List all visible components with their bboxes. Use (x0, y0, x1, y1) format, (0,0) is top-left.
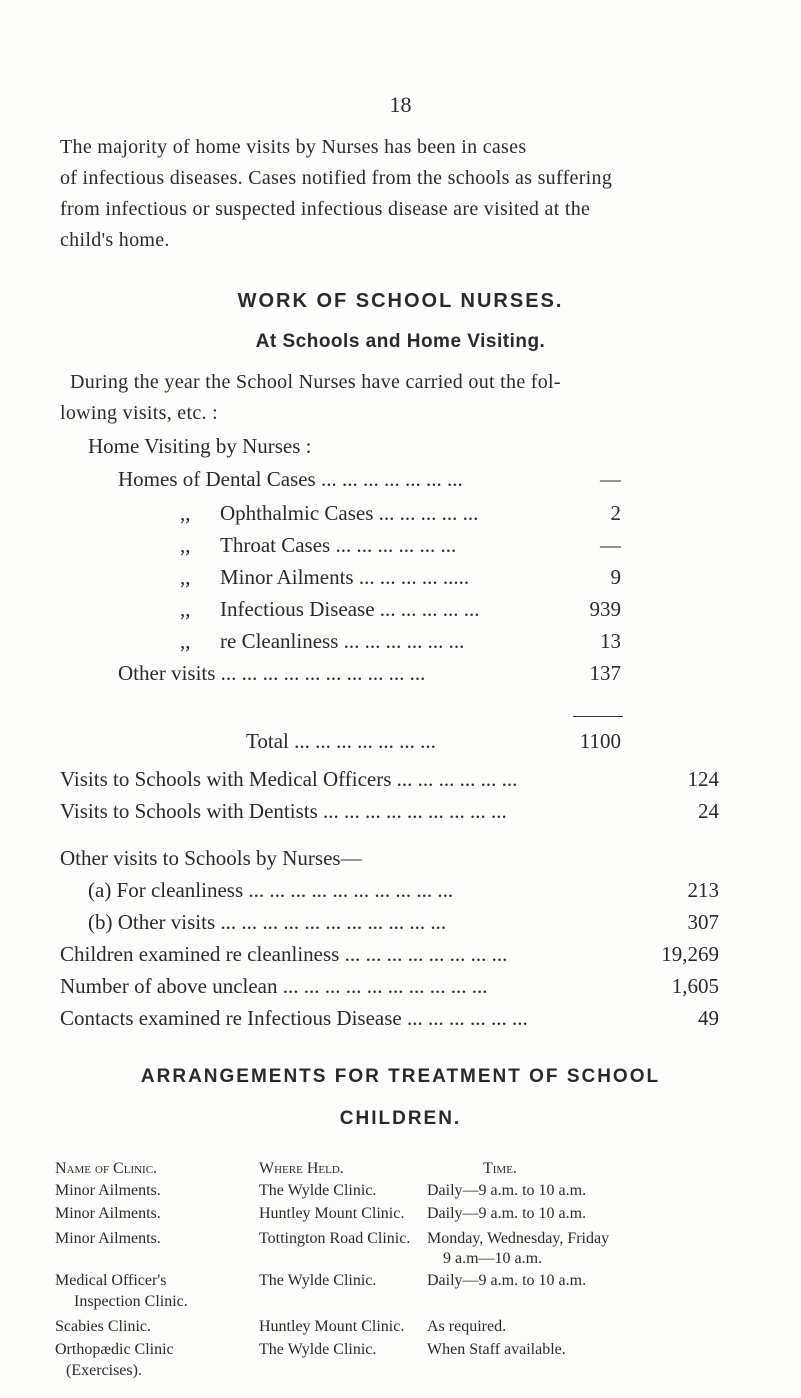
clinic-time: Daily—9 a.m. to 10 a.m. (427, 1205, 587, 1222)
stat-value: 49 (698, 1006, 719, 1030)
clinic-time: Daily—9 a.m. to 10 a.m. (427, 1182, 587, 1199)
clinic-name: Medical Officer's (55, 1272, 167, 1289)
ditto-mark: ,, (180, 629, 191, 653)
arrangements-heading: ARRANGEMENTS FOR TREATMENT OF SCHOOL (140, 1066, 661, 1087)
clinic-time: When Staff available. (427, 1341, 566, 1358)
home-item-value: — (600, 533, 621, 557)
home-item-label: re Cleanliness ... ... ... ... ... ... (220, 629, 465, 653)
clinic-where: Huntley Mount Clinic. (259, 1205, 405, 1222)
clinic-where: The Wylde Clinic. (259, 1272, 377, 1289)
intro-line: child's home. (60, 229, 170, 251)
home-visiting-label: Home Visiting by Nurses : (88, 434, 312, 458)
home-item-label: Homes of Dental Cases ... ... ... ... ... ... ... (118, 467, 463, 491)
other-visit-value: 213 (687, 878, 719, 902)
home-item-value: — (600, 467, 621, 491)
clinic-name: Minor Ailments. (55, 1230, 161, 1247)
clinic-where: The Wylde Clinic. (259, 1341, 377, 1358)
other-visit-value: 307 (687, 910, 719, 934)
ditto-mark: ,, (180, 533, 191, 557)
home-item-label: Minor Ailments ... ... ... ... ..... (220, 565, 470, 589)
intro-line: of infectious diseases. Cases notified from the schools as suffering (60, 167, 613, 189)
clinic-name: Orthopædic Clinic (55, 1341, 174, 1358)
other-visits-label: Other visits to Schools by Nurses— (60, 846, 362, 870)
section-heading: WORK OF SCHOOL NURSES. (237, 290, 564, 312)
page-number: 18 (389, 92, 412, 117)
total-label: Total ... ... ... ... ... ... ... (246, 729, 436, 753)
clinic-time: Daily—9 a.m. to 10 a.m. (427, 1272, 587, 1289)
home-item-label: Ophthalmic Cases ... ... ... ... ... (220, 501, 479, 525)
other-visit-label: (b) Other visits ... ... ... ... ... ... ... ... ... ... ... (88, 910, 447, 934)
total-value: 1100 (579, 729, 621, 753)
stat-label: Contacts examined re Infectious Disease ... ... ... ... ... ... (60, 1006, 528, 1030)
intro-line: from infectious or suspected infectious disease are visited at the (60, 198, 591, 220)
visit-value: 24 (698, 799, 719, 823)
clinic-name-cont: (Exercises). (66, 1362, 142, 1379)
stat-value: 1,605 (671, 974, 719, 998)
ditto-mark: ,, (180, 501, 191, 525)
table-header-name: Name of Clinic. (55, 1160, 158, 1177)
during-line: During the year the School Nurses have carried out the fol- (70, 371, 561, 393)
home-item-label: Infectious Disease ... ... ... ... ... (220, 597, 480, 621)
intro-line: The majority of home visits by Nurses has been in cases (60, 136, 527, 158)
home-item-value: 137 (589, 661, 621, 685)
visit-label: Visits to Schools with Medical Officers ... ... ... ... ... ... (60, 767, 518, 791)
clinic-where: Tottington Road Clinic. (259, 1230, 411, 1247)
ditto-mark: ,, (180, 565, 191, 589)
clinic-where: Huntley Mount Clinic. (259, 1318, 405, 1335)
stat-label: Number of above unclean ... ... ... ... ... ... ... ... ... ... (60, 974, 488, 998)
home-item-value: 9 (610, 565, 621, 589)
stat-label: Children examined re cleanliness ... ... ... ... ... ... ... ... (60, 942, 508, 966)
home-item-value: 13 (600, 629, 621, 653)
ditto-mark: ,, (180, 597, 191, 621)
visit-label: Visits to Schools with Dentists ... ... ... ... ... ... ... ... ... (60, 799, 507, 823)
clinic-time-cont: 9 a.m—10 a.m. (443, 1250, 543, 1267)
clinic-where: The Wylde Clinic. (259, 1182, 377, 1199)
clinic-name: Minor Ailments. (55, 1182, 161, 1199)
clinic-time: Monday, Wednesday, Friday (427, 1230, 610, 1247)
clinic-time: As required. (427, 1318, 507, 1335)
clinic-name: Minor Ailments. (55, 1205, 161, 1222)
clinic-name: Scabies Clinic. (55, 1318, 151, 1335)
home-item-value: 939 (589, 597, 621, 621)
visit-value: 124 (687, 767, 719, 791)
clinic-name-cont: Inspection Clinic. (74, 1293, 188, 1310)
section-subheading: At Schools and Home Visiting. (255, 331, 546, 352)
home-item-label: Throat Cases ... ... ... ... ... ... (220, 533, 457, 557)
table-header-where: Where Held. (259, 1160, 344, 1177)
other-visit-label: (a) For cleanliness ... ... ... ... ... ... ... ... ... ... (88, 878, 454, 902)
total-rule (573, 716, 623, 717)
home-item-label: Other visits ... ... ... ... ... ... ... ... ... ... (118, 661, 426, 685)
arrangements-heading-cont: CHILDREN. (339, 1108, 462, 1129)
table-header-time: Time. (483, 1160, 517, 1177)
home-item-value: 2 (610, 501, 621, 525)
during-line: lowing visits, etc. : (60, 402, 218, 424)
stat-value: 19,269 (661, 942, 719, 966)
